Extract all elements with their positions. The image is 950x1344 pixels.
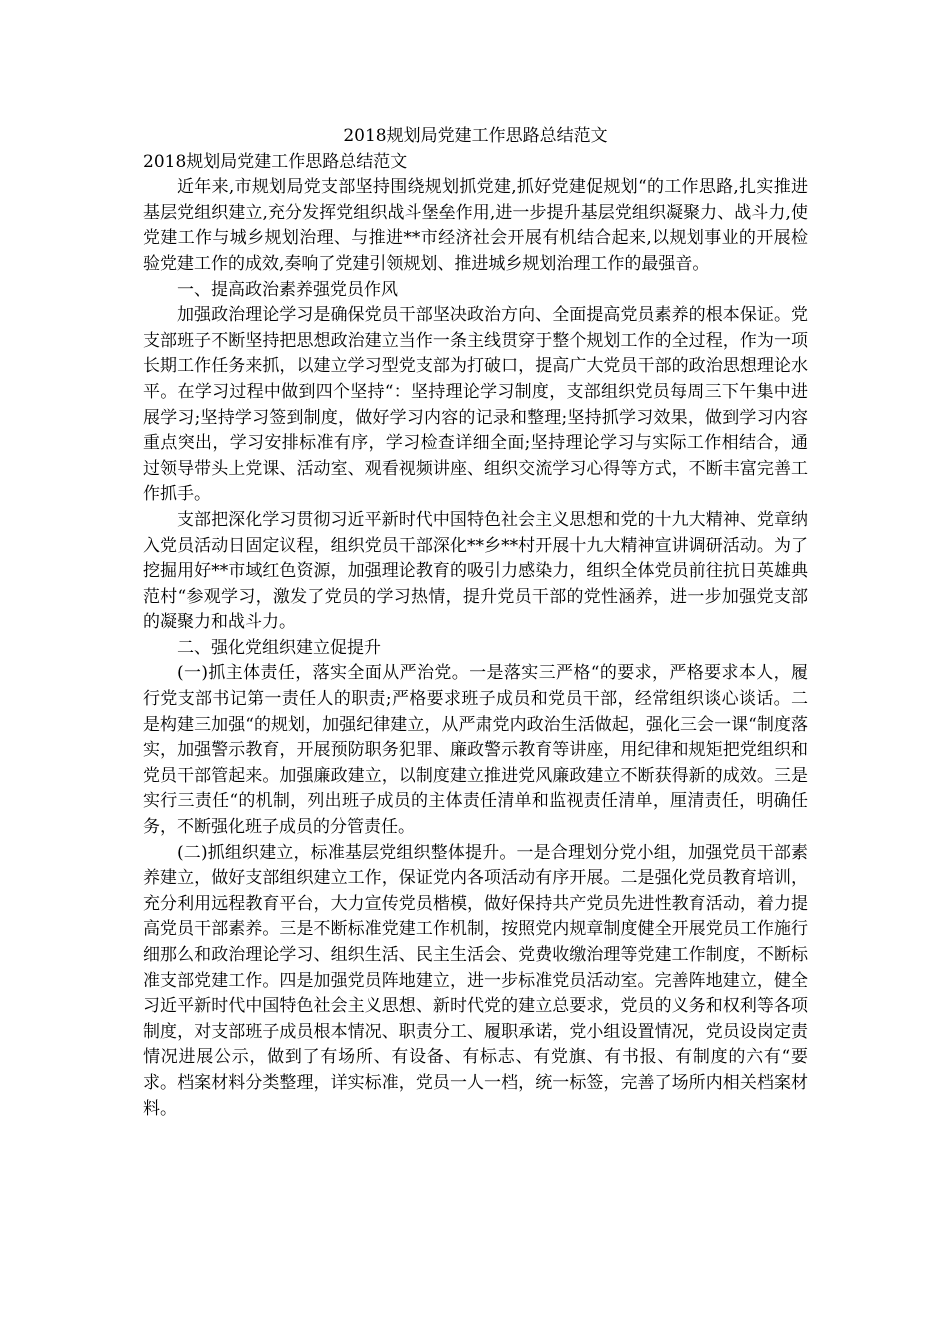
section-1-paragraph-2: 支部把深化学习贯彻习近平新时代中国特色社会主义思想和党的十九大精神、党章纳入党员活动日固定议程，组织党员干部深化**乡**村开展十九大精神宣讲调研活动。为了挖掘用好**市域红色资源，加强理论教育的吸引力感染力，组织全体党员前往抗日英雄典范村“参观学习，激发了党员的学习热情，提升党员干部的党性涵养，进一步加强党支部的凝聚力和战斗力。	[143, 509, 808, 633]
section-2-paragraph-1: (一)抓主体责任，落实全面从严治党。一是落实三严格“的要求，严格要求本人，履行党支部书记第一责任人的职责;严格要求班子成员和党员干部，经常组织谈心谈话。二是构建三加强“的规划，加强纪律建立，从严肃党内政治生活做起，强化三会一课“制度落实，加强警示教育，开展预防职务犯罪、廉政警示教育等讲座，用纪律和规矩把党组织和党员干部管起来。加强廉政建立，以制度建立推进党风廉政建立不断获得新的成效。三是实行三责任“的机制，列出班子成员的主体责任清单和监视责任清单，厘清责任，明确任务，不断强化班子成员的分管责任。	[143, 663, 808, 838]
document-subtitle: 2018规划局党建工作思路总结范文	[143, 151, 408, 172]
section-1-paragraph-1: 加强政治理论学习是确保党员干部坚决政治方向、全面提高党员素养的根本保证。党支部班子不断坚持把思想政治建立当作一条主线贯穿于整个规划工作的全过程，作为一项长期工作任务来抓，以建立学习型党支部为打破口，提高广大党员干部的政治思想理论水平。在学习过程中做到四个坚持“：坚持理论学习制度，支部组织党员每周三下午集中进展学习;坚持学习签到制度，做好学习内容的记录和整理;坚持抓学习效果，做到学习内容重点突出，学习安排标准有序，学习检查详细全面;坚持理论学习与实际工作相结合，通过领导带头上党课、活动室、观看视频讲座、组织交流学习心得等方式，不断丰富完善工作抓手。	[143, 305, 808, 505]
section-heading-2: 二、强化党组织建立促提升	[177, 637, 381, 658]
intro-paragraph: 近年来,市规划局党支部坚持围绕规划抓党建,抓好党建促规划“的工作思路,扎实推进基层党组织建立,充分发挥党组织战斗堡垒作用,进一步提升基层党组织凝聚力、战斗力,使党建工作与城乡规划治理、与推进**市经济社会开展有机结合起来,以规划事业的开展检验党建工作的成效,奏响了党建引领规划、推进城乡规划治理工作的最强音。	[143, 177, 808, 274]
document-title: 2018规划局党建工作思路总结范文	[343, 126, 608, 146]
document-page	[143, 124, 808, 1122]
section-2-paragraph-2: (二)抓组织建立，标准基层党组织整体提升。一是合理划分党小组，加强党员干部素养建立，做好支部组织建立工作，保证党内各项活动有序开展。二是强化党员教育培训，充分利用远程教育平台，大力宣传党员楷模，做好保持共产党员先进性教育活动，着力提高党员干部素养。三是不断标准党建工作机制，按照党内规章制度健全开展党员工作施行细那么和政治理论学习、组织生活、民主生活会、党费收缴治理等党建工作制度，不断标准支部党建工作。四是加强党员阵地建立，进一步标准党员活动室。完善阵地建立，健全习近平新时代中国特色社会主义思想、新时代党的建立总要求，党员的义务和权利等各项制度，对支部班子成员根本情况、职责分工、履职承诺，党小组设置情况，党员设岗定责情况进展公示，做到了有场所、有设备、有标志、有党旗、有书报、有制度的六有“要求。档案材料分类整理，详实标准，党员一人一档，统一标签，完善了场所内相关档案材料。	[143, 842, 808, 1119]
section-heading-1: 一、提高政治素养强党员作风	[177, 279, 398, 300]
